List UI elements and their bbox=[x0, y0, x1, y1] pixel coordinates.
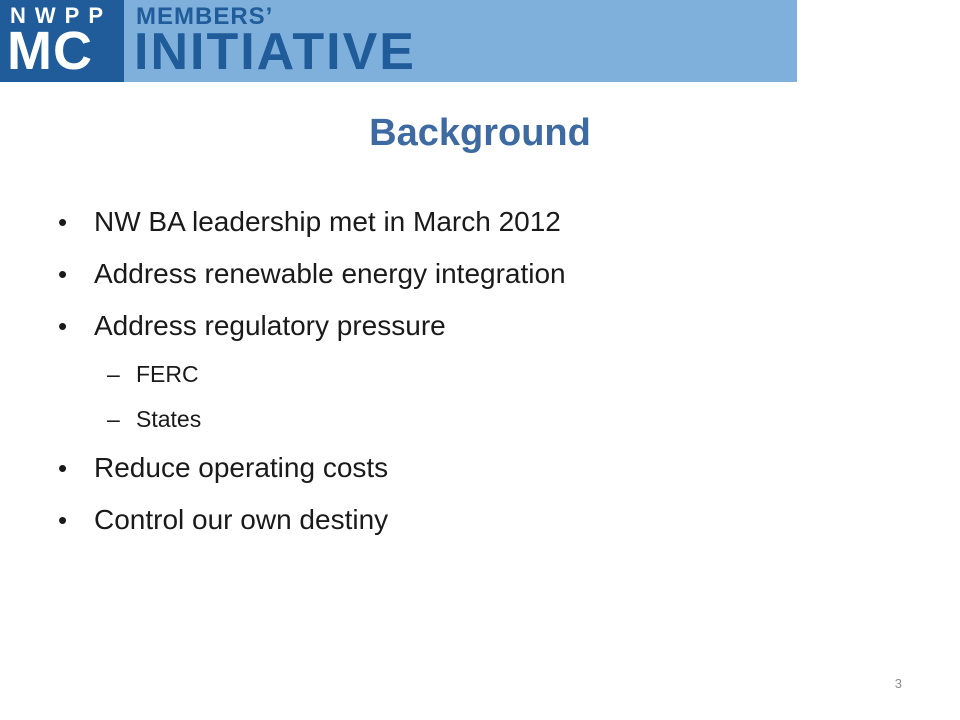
bullet-text: Control our own destiny bbox=[94, 504, 389, 535]
bullet-marker: • bbox=[58, 207, 68, 237]
sub-bullet-text: FERC bbox=[136, 361, 199, 387]
bullet-item bbox=[58, 196, 918, 248]
logo-mc-text: MC bbox=[7, 21, 93, 81]
bullet-marker: • bbox=[58, 505, 68, 535]
bullet-item bbox=[58, 442, 918, 494]
bullet-text: Address renewable energy integration bbox=[94, 258, 566, 289]
sub-bullet-text: States bbox=[136, 406, 202, 432]
bullet-item bbox=[58, 300, 918, 352]
page-number: 3 bbox=[894, 676, 902, 691]
bullet-item bbox=[58, 248, 918, 300]
sub-bullet-item bbox=[58, 352, 918, 397]
sub-bullet-marker: – bbox=[107, 361, 120, 387]
bullet-text: Address regulatory pressure bbox=[94, 310, 446, 341]
sub-bullet-marker: – bbox=[107, 406, 120, 432]
slide-title: Background bbox=[369, 112, 591, 154]
logo bbox=[0, 0, 124, 82]
header-banner bbox=[0, 0, 797, 82]
banner-main-title: INITIATIVE bbox=[134, 23, 416, 81]
bullet-item bbox=[58, 494, 918, 546]
bullet-marker: • bbox=[58, 453, 68, 483]
banner-subtitle: MEMBERS’ bbox=[136, 3, 274, 30]
bullet-marker: • bbox=[58, 259, 68, 289]
bullet-marker: • bbox=[58, 311, 68, 341]
bullet-list bbox=[58, 196, 918, 546]
bullet-text: Reduce operating costs bbox=[94, 452, 389, 483]
sub-bullet-item bbox=[58, 397, 918, 442]
logo-top-text: NWPP bbox=[10, 3, 112, 28]
bullet-text: NW BA leadership met in March 2012 bbox=[94, 206, 561, 237]
